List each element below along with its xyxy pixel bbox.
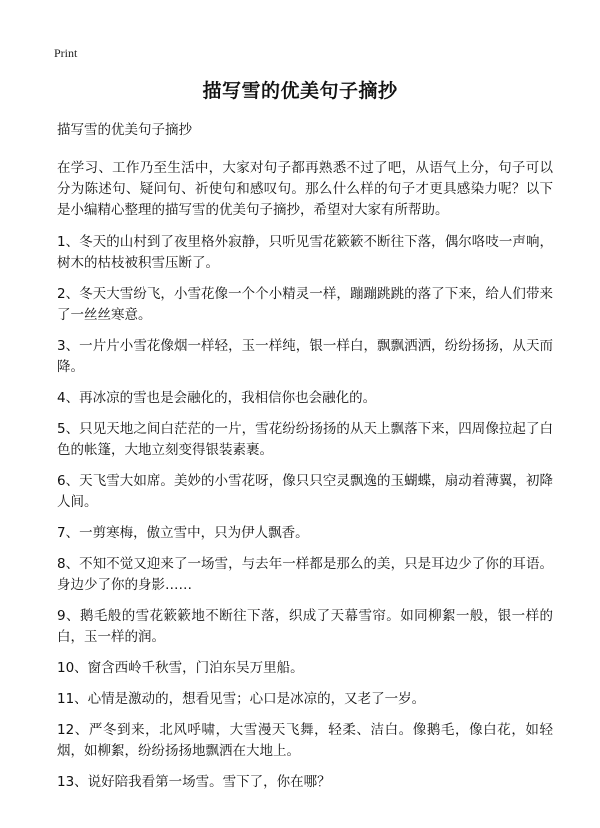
sentence-item-1: 1、冬天的山村到了夜里格外寂静，只听见雪花簌簌不断往下落，偶尔咯吱一声响，树木的枯枝被积雪压断了。 bbox=[57, 234, 553, 271]
print-link[interactable]: Print bbox=[54, 46, 78, 60]
sentence-item-3: 3、一片片小雪花像烟一样轻，玉一样纯，银一样白，飘飘洒洒，纷纷扬扬，从天而降。 bbox=[57, 338, 553, 375]
intro-paragraph: 在学习、工作乃至生活中，大家对句子都再熟悉不过了吧，从语气上分，句子可以分为陈述句、疑问句、祈使句和感叹句。那么什么样的句子才更具感染力呢？以下是小编精心整理的描写雪的优美句子摘抄，希望对大家有所帮助。 bbox=[57, 160, 553, 218]
sentence-item-6: 6、天飞雪大如席。美妙的小雪花呀，像只只空灵飘逸的玉蝴蝶，扇动着薄翼，初降人间。 bbox=[57, 473, 553, 510]
sentence-item-7: 7、一剪寒梅，傲立雪中，只为伊人飘香。 bbox=[57, 525, 309, 541]
page-title: 描写雪的优美句子摘抄 bbox=[202, 80, 398, 102]
sentence-item-4: 4、再冰凉的雪也是会融化的，我相信你也会融化的。 bbox=[57, 390, 377, 406]
sentence-item-8: 8、不知不觉又迎来了一场雪，与去年一样都是那么的美，只是耳边少了你的耳语。身边少了你的身影…… bbox=[57, 556, 553, 593]
sentence-item-10: 10、窗含西岭千秋雪，门泊东吴万里船。 bbox=[57, 660, 304, 676]
sentence-item-5: 5、只见天地之间白茫茫的一片，雪花纷纷扬扬的从天上飘落下来，四周像拉起了白色的帐篷，大地立刻变得银装素裹。 bbox=[57, 421, 553, 458]
sentence-item-9: 9、鹅毛般的雪花簌簌地不断往下落，织成了天幕雪帘。如同柳絮一般，银一样的白，玉一样的润。 bbox=[57, 608, 553, 645]
sentence-item-13: 13、说好陪我看第一场雪。雪下了，你在哪？ bbox=[57, 774, 331, 790]
sentence-item-2: 2、冬天大雪纷飞，小雪花像一个个小精灵一样，蹦蹦跳跳的落了下来，给人们带来了一丝丝寒意。 bbox=[57, 286, 553, 323]
sentence-item-12: 12、严冬到来，北风呼啸，大雪漫天飞舞，轻柔、洁白。像鹅毛，像白花，如轻烟，如柳絮，纷纷扬扬地飘洒在大地上。 bbox=[57, 722, 553, 759]
article-body bbox=[57, 120, 553, 803]
article-subtitle: 描写雪的优美句子摘抄 bbox=[57, 122, 192, 138]
sentence-item-11: 11、心情是激动的，想看见雪；心口是冰凉的，又老了一岁。 bbox=[57, 691, 426, 707]
